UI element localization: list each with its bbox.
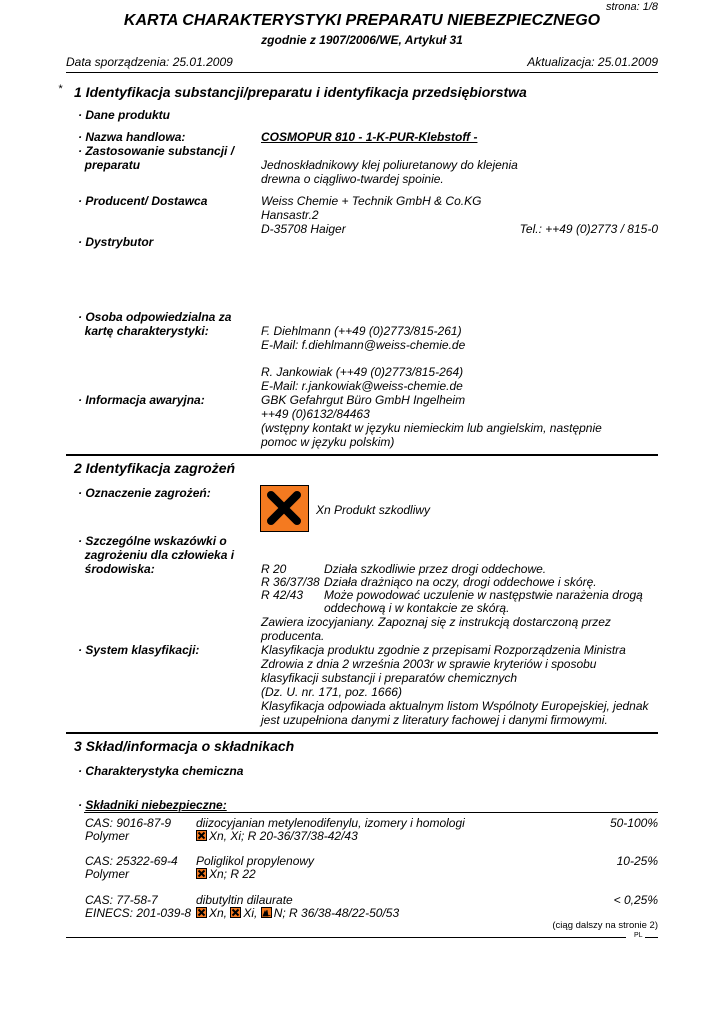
section-2-title: 2 Identyfikacja zagrożeń <box>74 460 236 476</box>
product-data-heading: · Dane produktu <box>78 108 171 122</box>
harmful-xn-icon <box>196 830 207 841</box>
component-classification: Xn, Xi; R 20-36/37/38-42/43 <box>196 829 358 843</box>
component-cas: CAS: 77-58-7 <box>85 893 158 907</box>
footer-divider <box>66 937 626 938</box>
responsible-person-label: · Osoba odpowiedzialna za kartę charakterystyki: <box>78 310 232 338</box>
component-classification: Xn, Xi, N; R 36/38-48/22-50/53 <box>196 906 399 920</box>
revision-star: * <box>58 83 63 95</box>
component-name: diizocyjanian metylenodifenylu, izomery i homologi <box>196 816 465 830</box>
hazard-label: · Oznaczenie zagrożeń: <box>78 486 211 500</box>
use-value: Jednoskładnikowy klej poliuretanowy do klejenia drewna o ciągliwo-twardej spoinie. <box>261 158 518 186</box>
r-phrase-code: R 42/43 <box>261 588 304 602</box>
component-id2: Polymer <box>85 829 130 843</box>
r-phrase-text: Działa szkodliwie przez drogi oddechowe. <box>324 562 547 576</box>
component-cas: CAS: 9016-87-9 <box>85 816 172 830</box>
producer-phone: Tel.: ++49 (0)2773 / 815-0 <box>519 222 658 236</box>
harmful-xn-icon <box>196 868 207 879</box>
chemical-characteristics-heading: · Charakterystyka chemiczna <box>78 764 244 778</box>
date-created: Data sporządzenia: 25.01.2009 <box>66 55 233 69</box>
special-hazards-label: · Szczególne wskazówki o zagrożeniu dla człowieka i środowiska: <box>78 534 235 576</box>
footer-divider-end <box>645 937 658 938</box>
component-cas: CAS: 25322-69-4 <box>85 854 178 868</box>
responsible-person-contact-2: R. Jankowiak (++49 (0)2773/815-264) E-Mail: r.jankowiak@weiss-chemie.de <box>261 365 464 393</box>
trade-name-value: COSMOPUR 810 - 1-K-PUR-Klebstoff - <box>261 130 478 144</box>
section-1-title: 1 Identyfikacja substancji/preparatu i identyfikacja przedsiębiorstwa <box>74 84 527 100</box>
document-title: KARTA CHARAKTERYSTYKI PREPARATU NIEBEZPIECZNEGO <box>123 12 601 29</box>
component-id2: Polymer <box>85 867 130 881</box>
environment-n-icon <box>261 907 272 918</box>
component-classification: Xn; R 22 <box>196 867 256 881</box>
date-updated: Aktualizacja: 25.01.2009 <box>527 55 658 69</box>
emergency-contact: GBK Gefahrgut Büro GmbH Ingelheim ++49 (0)6132/84463 (wstępny kontakt w języku niemieckim lub angielskim, następnie pomoc w języku polskim) <box>261 393 602 449</box>
header-divider <box>66 72 658 73</box>
irritant-xi-icon <box>230 907 241 918</box>
component-name: dibutyltin dilaurate <box>196 893 293 907</box>
page-number: strona: 1/8 <box>606 1 658 13</box>
use-label: · Zastosowanie substancji / preparatu <box>78 144 235 172</box>
harmful-xn-icon <box>196 907 207 918</box>
section-3-title: 3 Skład/informacja o składnikach <box>74 738 295 754</box>
producer-label: · Producent/ Dostawca <box>78 194 208 208</box>
harmful-xn-icon <box>260 485 309 532</box>
r-phrase-code: R 36/37/38 <box>261 575 320 589</box>
isocyanate-note: Zawiera izocyjaniany. Zapoznaj się z instrukcją dostarczoną przez producenta. <box>261 615 611 643</box>
classification-label: · System klasyfikacji: <box>78 643 200 657</box>
continued-note: (ciąg dalszy na stronie 2) <box>552 920 658 931</box>
component-id2: EINECS: 201-039-8 <box>85 906 192 920</box>
r-phrase-text: Może powodować uczulenie w następstwie narażenia drogą <box>324 588 643 602</box>
section-2-divider <box>66 732 658 734</box>
producer-address: Weiss Chemie + Technik GmbH & Co.KG Hansastr.2 D-35708 Haiger <box>261 194 482 236</box>
hazardous-components-heading: · Składniki niebezpieczne: <box>78 798 227 812</box>
section-1-divider <box>66 454 658 456</box>
r-phrase-code: R 20 <box>261 562 287 576</box>
component-concentration: < 0,25% <box>613 893 658 907</box>
r-phrase-text-cont: oddechową i w kontakcie ze skórą. <box>324 601 510 615</box>
component-concentration: 10-25% <box>616 854 658 868</box>
component-name: Poliglikol propylenowy <box>196 854 315 868</box>
distributor-label: · Dystrybutor <box>78 235 154 249</box>
language-code: PL <box>634 932 643 939</box>
r-phrase-text: Działa drażniąco na oczy, drogi oddechowe i skórę. <box>324 575 597 589</box>
components-table-rule <box>84 812 658 813</box>
component-concentration: 50-100% <box>609 816 658 830</box>
document-subtitle: zgodnie z 1907/2006/WE, Artykuł 31 <box>261 33 463 47</box>
emergency-label: · Informacja awaryjna: <box>78 393 205 407</box>
trade-name-label: · Nazwa handlowa: <box>78 130 186 144</box>
classification-text: Klasyfikacja produktu zgodnie z przepisami Rozporządzenia Ministra Zdrowia z dnia 2 września 2003r w sprawie kryteriów i sposobu klasyfikacji substancji i preparatów chemicznych (Dz. U. nr. 171, poz. 1666) Klasyfikacja odpowiada aktualnym listom Wspólnoty Europejskiej, jednak jest uzupełniona danymi z literatury fachowej i danymi firmowymi. <box>261 643 649 727</box>
responsible-person-contact-1: F. Diehlmann (++49 (0)2773/815-261) E-Mail: f.diehlmann@weiss-chemie.de <box>261 324 466 352</box>
hazard-symbol-text: Xn Produkt szkodliwy <box>316 503 431 517</box>
